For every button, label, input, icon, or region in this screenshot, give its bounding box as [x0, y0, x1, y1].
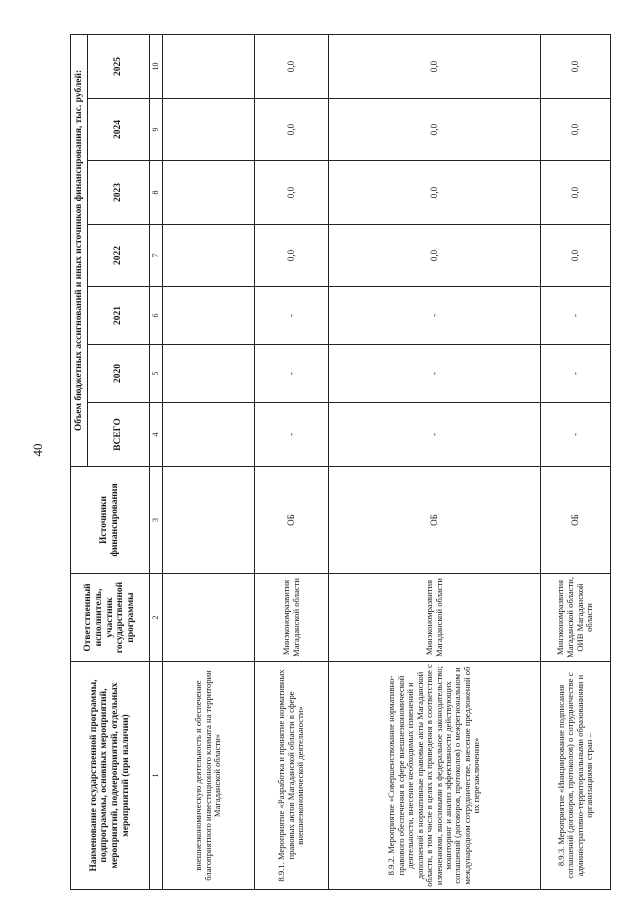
row-value-2025 — [163, 35, 255, 99]
row-value-2021: - — [541, 287, 611, 345]
table-row — [329, 35, 541, 890]
header-executor: Ответственный исполнитель, участник государственной программы — [71, 574, 150, 662]
header-year-2024: 2024 — [88, 99, 150, 161]
header-funding-group: Объем бюджетных ассигнований и иных источников финансирования, тыс. рублей: — [71, 35, 88, 467]
column-number: 9 — [150, 99, 163, 161]
column-number: 5 — [150, 345, 163, 403]
header-year-2022: 2022 — [88, 225, 150, 287]
row-value-2020: - — [329, 345, 541, 403]
row-value-2021: - — [329, 287, 541, 345]
header-year-2020: 2020 — [88, 345, 150, 403]
rotated-table-container — [70, 35, 600, 890]
row-value-2025: 0,0 — [329, 35, 541, 99]
row-source — [163, 467, 255, 574]
row-value-2022: 0,0 — [255, 225, 329, 287]
row-executor: Минэкономразвития Магаданской области, ОИВ Магаданской области — [541, 574, 611, 662]
column-number: 3 — [150, 467, 163, 574]
row-value-2020: - — [255, 345, 329, 403]
row-value-total — [163, 403, 255, 467]
row-value-2023: 0,0 — [541, 161, 611, 225]
row-executor: Минэкономразвития Магаданской области — [329, 574, 541, 662]
row-value-2023 — [163, 161, 255, 225]
column-number: 6 — [150, 287, 163, 345]
row-value-2025: 0,0 — [255, 35, 329, 99]
row-value-2024: 0,0 — [329, 99, 541, 161]
header-year-2021: 2021 — [88, 287, 150, 345]
header-year-2025: 2025 — [88, 35, 150, 99]
row-value-2021: - — [255, 287, 329, 345]
column-number: 10 — [150, 35, 163, 99]
row-source: ОБ — [329, 467, 541, 574]
header-name: Наименование государственной программы, подпрограммы, основных мероприятий, мероприятий, подмероприятий, отдельных мероприятий (при наличии) — [71, 662, 150, 890]
row-value-2024 — [163, 99, 255, 161]
row-value-2024: 0,0 — [255, 99, 329, 161]
row-executor — [163, 574, 255, 662]
row-value-2020: - — [541, 345, 611, 403]
column-number: 7 — [150, 225, 163, 287]
row-value-2025: 0,0 — [541, 35, 611, 99]
table-row — [255, 35, 329, 890]
row-value-total: - — [255, 403, 329, 467]
header-year-total: ВСЕГО — [88, 403, 150, 467]
row-source: ОБ — [541, 467, 611, 574]
column-number: 4 — [150, 403, 163, 467]
row-name: 8.9.3. Мероприятие «Инициирование подписания соглашений (договоров, протоколов) о сотрудничестве с административно-территориальными образованиями и организациями стран – — [541, 662, 611, 890]
row-value-2023: 0,0 — [329, 161, 541, 225]
table-row — [163, 35, 255, 890]
header-sources: Источники финансирования — [71, 467, 150, 574]
row-value-2022: 0,0 — [329, 225, 541, 287]
header-year-2023: 2023 — [88, 161, 150, 225]
funding-table — [70, 34, 611, 890]
page-number: 40 — [30, 443, 45, 457]
row-value-2021 — [163, 287, 255, 345]
table-row — [541, 35, 611, 890]
column-number: 2 — [150, 574, 163, 662]
row-value-2022 — [163, 225, 255, 287]
column-number: 1 — [150, 662, 163, 890]
row-value-2023: 0,0 — [255, 161, 329, 225]
row-value-2024: 0,0 — [541, 99, 611, 161]
row-executor: Минэкономразвития Магаданской области — [255, 574, 329, 662]
row-name: 8.9.1. Мероприятие «Разработка и принятие нормативных правовых актов Магаданской области в сфере внешнеэкономической деятельности» — [255, 662, 329, 890]
row-value-2022: 0,0 — [541, 225, 611, 287]
column-number: 8 — [150, 161, 163, 225]
row-value-total: - — [541, 403, 611, 467]
row-name: 8.9.2. Мероприятие «Совершенствование нормативно-правового обеспечения в сфере внешнеэкономической деятельности, внесение необходимых изменений и дополнений в нормативные правовые акты Магаданской области, в том числе в целях их приведения в соответствие с изменениями, вносимыми в федеральное законодательство; мониторинг и анализ эффективности действующих соглашений (договоров, протоколов) о межрегиональном и международном сотрудничестве, внесение предложений об их перезаключении» — [329, 662, 541, 890]
row-value-2020 — [163, 345, 255, 403]
row-value-total: - — [329, 403, 541, 467]
row-name: внешнеэкономическую деятельность и обеспечение благоприятного инвестиционного климата на территории Магаданской области» — [163, 662, 255, 890]
row-source: ОБ — [255, 467, 329, 574]
